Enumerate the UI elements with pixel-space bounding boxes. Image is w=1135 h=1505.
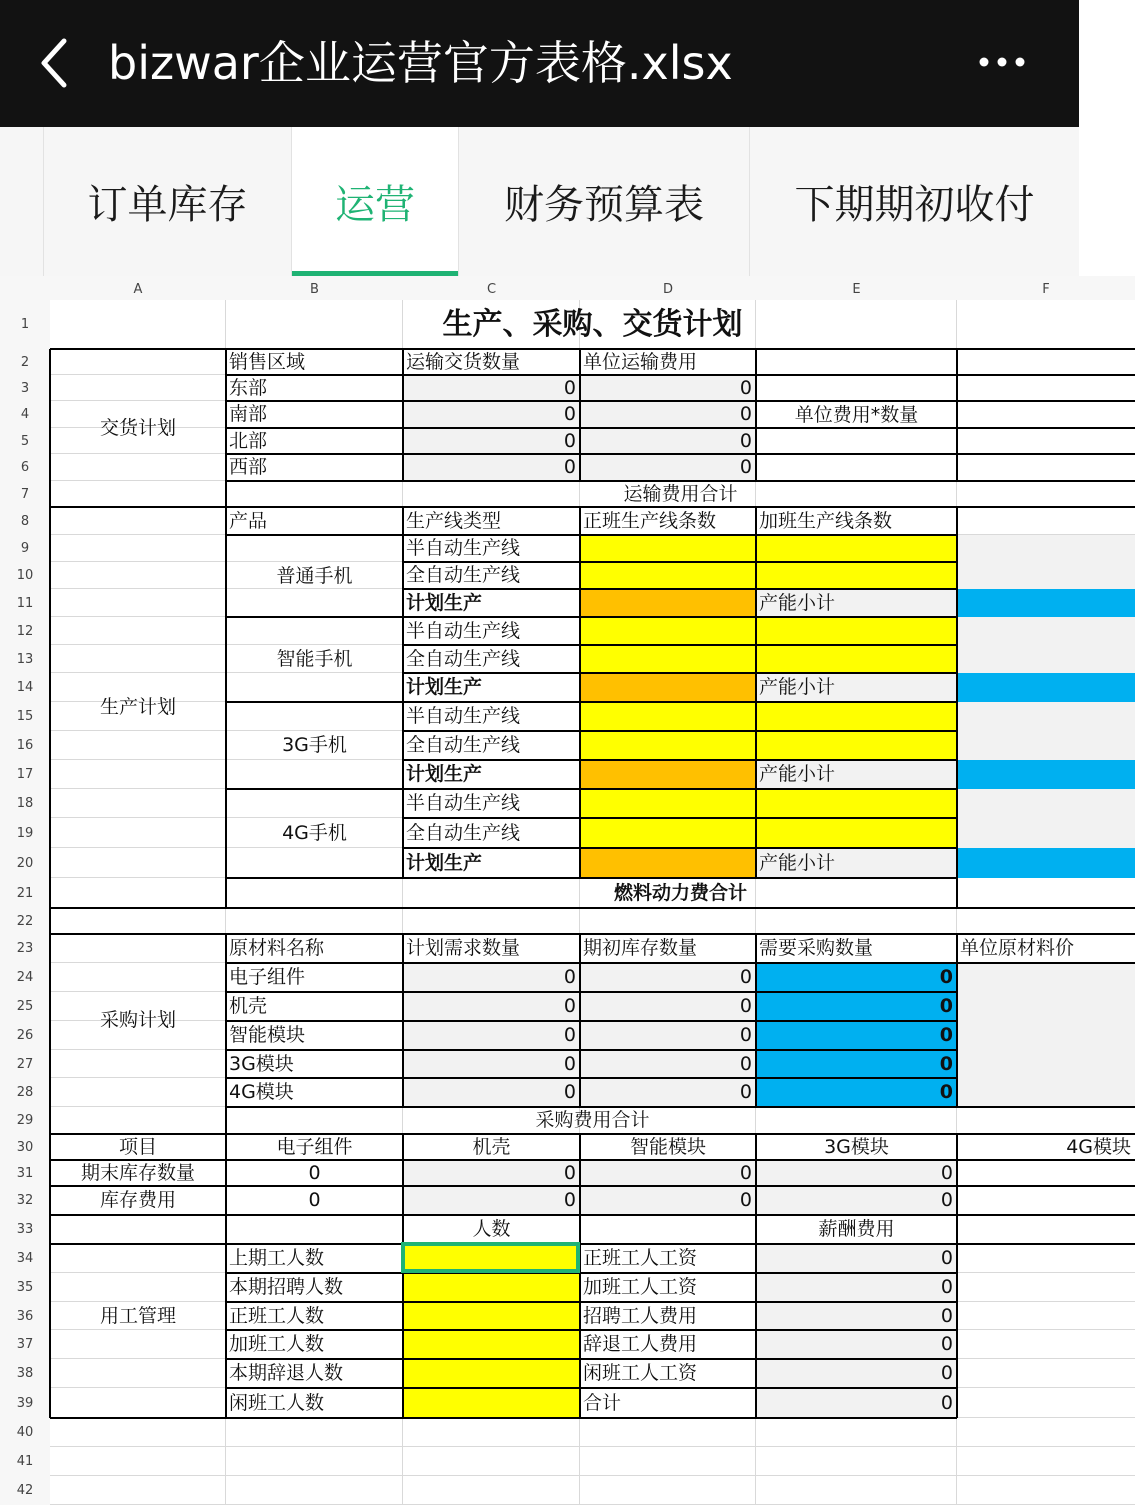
regular-lines-input[interactable] — [580, 731, 756, 760]
product-name: 3G手机 — [282, 734, 347, 756]
labor-cost-cell[interactable]: 0 — [756, 1273, 957, 1302]
planned-demand-cell[interactable]: 0 — [403, 992, 580, 1021]
column-header-F[interactable]: F — [957, 276, 1135, 300]
delivery-header: 单位运输费用 — [583, 350, 698, 373]
region-name: 东部 — [229, 376, 268, 399]
border-line — [226, 374, 756, 376]
chevron-left-icon — [30, 30, 80, 96]
headcount-input[interactable] — [403, 1388, 580, 1418]
line-type-full: 全自动生产线 — [406, 821, 521, 844]
border-line — [226, 1358, 957, 1360]
purchase-header: 计划需求数量 — [406, 937, 521, 959]
sheet-tab-bar — [0, 127, 1079, 276]
purchase-header: 期初库存数量 — [583, 937, 698, 959]
stock-cost-label: 库存费用 — [99, 1189, 176, 1211]
headcount-label: 加班工人数 — [229, 1333, 325, 1355]
border-line — [225, 349, 227, 908]
row-header-14[interactable]: 14 — [0, 673, 50, 702]
labor-cost-label: 加班工人工资 — [583, 1276, 698, 1298]
delivery-header: 运输交货数量 — [406, 350, 521, 373]
headcount-input[interactable] — [403, 1330, 580, 1359]
purchase-needed-cell[interactable]: 0 — [756, 1021, 957, 1050]
row-header-25[interactable]: 25 — [0, 992, 50, 1021]
row-header-15[interactable]: 15 — [0, 702, 50, 731]
unit-transport-cost-cell[interactable]: 0 — [580, 401, 756, 428]
delivery-header: 销售区域 — [229, 350, 306, 373]
row-header-13[interactable]: 13 — [0, 645, 50, 673]
border-line — [756, 427, 1135, 429]
row-header-39[interactable]: 39 — [0, 1388, 50, 1418]
unit-material-price-cell[interactable] — [957, 1050, 1135, 1078]
tab-order-inventory[interactable]: 订单库存 — [44, 127, 292, 276]
product-name: 智能手机 — [276, 648, 353, 670]
labor-cost-cell[interactable]: 0 — [756, 1244, 957, 1273]
purchase-total-label: 采购费用合计 — [535, 1109, 650, 1131]
overtime-lines-input[interactable] — [756, 617, 957, 645]
border-line — [579, 934, 581, 1107]
tab-finance-budget[interactable]: 财务预算表 — [459, 127, 750, 276]
production-f-cell[interactable] — [957, 645, 1135, 673]
tab-next-period[interactable]: 下期期初收付 — [794, 182, 1035, 228]
production-f-cell[interactable] — [957, 562, 1135, 589]
planned-production-label: 计划生产 — [406, 851, 483, 874]
headcount-input[interactable] — [403, 1359, 580, 1388]
unit-material-price-cell[interactable] — [957, 992, 1135, 1021]
planned-production-input[interactable] — [580, 673, 756, 702]
labor-cost-cell[interactable]: 0 — [756, 1330, 957, 1359]
labor-cost-cell[interactable]: 0 — [756, 1359, 957, 1388]
border-line — [579, 1134, 581, 1418]
unit-material-price-cell[interactable] — [957, 963, 1135, 992]
row-header-1[interactable]: 1 — [0, 300, 50, 349]
line-type-full: 全自动生产线 — [406, 564, 521, 586]
production-header: 产品 — [229, 509, 268, 532]
border-line — [956, 934, 958, 1107]
row-header-7[interactable]: 7 — [0, 481, 50, 507]
border-line — [956, 1134, 958, 1418]
tab-bar-spacer — [0, 127, 44, 276]
border-line — [50, 506, 1135, 508]
purchase-needed-cell[interactable]: 0 — [756, 1078, 957, 1107]
end-stock-qty-cell[interactable]: 0 — [756, 1160, 957, 1186]
border-line — [956, 878, 958, 908]
item-label: 项目 — [118, 1135, 157, 1158]
row-header-2[interactable]: 2 — [0, 349, 50, 375]
production-f-cell[interactable] — [957, 731, 1135, 760]
planned-demand-cell[interactable]: 0 — [403, 963, 580, 992]
unit-material-price-cell[interactable] — [957, 1078, 1135, 1107]
border-line — [226, 701, 957, 703]
production-f-cell[interactable] — [957, 617, 1135, 645]
labor-cost-label: 辞退工人费用 — [583, 1333, 698, 1355]
row-header-10[interactable]: 10 — [0, 562, 50, 589]
tab-operations[interactable]: 运营 — [292, 127, 459, 276]
capacity-subtotal-value[interactable] — [957, 848, 1135, 878]
border-line — [50, 933, 1135, 935]
row-header-8[interactable]: 8 — [0, 507, 50, 535]
border-line — [226, 1301, 957, 1303]
border-line — [226, 616, 957, 618]
purchase-needed-cell[interactable]: 0 — [756, 963, 957, 992]
row-header-36[interactable]: 36 — [0, 1302, 50, 1330]
production-header: 正班生产线条数 — [583, 509, 717, 532]
product-name: 普通手机 — [276, 564, 353, 587]
salary-header: 薪酬费用 — [818, 1218, 895, 1240]
border-line — [579, 349, 581, 481]
production-header: 加班生产线条数 — [759, 509, 893, 532]
column-header-B[interactable]: B — [226, 276, 403, 300]
border-line — [756, 400, 1135, 402]
overtime-lines-input[interactable] — [756, 789, 957, 818]
file-title: bizwar企业运营官方表格.xlsx — [108, 36, 733, 90]
border-line — [50, 1159, 1135, 1161]
headcount-input[interactable] — [403, 1273, 580, 1302]
border-line — [226, 400, 756, 402]
headcount-label: 本期招聘人数 — [229, 1276, 344, 1298]
overtime-lines-input[interactable] — [756, 562, 957, 589]
planned-production-label: 计划生产 — [406, 591, 483, 614]
line-type-full: 全自动生产线 — [406, 734, 521, 756]
row-header-21[interactable]: 21 — [0, 878, 50, 908]
row-header-35[interactable]: 35 — [0, 1273, 50, 1302]
row-header-20[interactable]: 20 — [0, 848, 50, 878]
opening-stock-cell[interactable]: 0 — [580, 1021, 756, 1050]
border-line — [579, 507, 581, 878]
border-line — [226, 1049, 957, 1051]
row-header-26[interactable]: 26 — [0, 1021, 50, 1050]
planned-production-input[interactable] — [580, 848, 756, 878]
overtime-lines-input[interactable] — [756, 818, 957, 848]
spreadsheet-grid[interactable] — [0, 276, 1131, 1498]
delivery-qty-cell[interactable]: 0 — [403, 454, 580, 481]
headcount-label: 正班工人数 — [229, 1304, 325, 1327]
production-f-cell[interactable] — [957, 818, 1135, 848]
unit-transport-cost-cell[interactable]: 0 — [580, 454, 756, 481]
row-header-22[interactable]: 22 — [0, 908, 50, 934]
border-line — [50, 1214, 1135, 1216]
row-header-5[interactable]: 5 — [0, 428, 50, 454]
regular-lines-input[interactable] — [580, 562, 756, 589]
line-type-semi: 半自动生产线 — [406, 792, 521, 814]
border-line — [0, 1446, 1135, 1447]
active-cell-selection[interactable] — [401, 1242, 580, 1273]
labor-cost-cell[interactable]: 0 — [756, 1302, 957, 1330]
unit-cost-times-qty-label: 单位费用*数量 — [794, 403, 919, 426]
border-line — [402, 934, 404, 1107]
opening-stock-cell[interactable]: 0 — [580, 1078, 756, 1107]
row-header-23[interactable]: 23 — [0, 934, 50, 963]
row-header-32[interactable]: 32 — [0, 1186, 50, 1215]
production-header: 生产线类型 — [406, 509, 502, 532]
border-line — [403, 588, 957, 590]
purchase-header: 单位原材料价 — [960, 937, 1075, 959]
column-header-A[interactable]: A — [50, 276, 226, 300]
border-line — [956, 349, 958, 481]
border-line — [755, 349, 757, 481]
planned-demand-cell[interactable]: 0 — [403, 1050, 580, 1078]
more-horizontal-icon — [972, 40, 1032, 84]
border-line — [755, 507, 757, 878]
unit-transport-cost-cell[interactable]: 0 — [580, 375, 756, 401]
end-stock-qty-cell[interactable]: 0 — [580, 1160, 756, 1186]
column-header-C[interactable]: C — [403, 276, 580, 300]
section-label-labor: 用工管理 — [99, 1305, 176, 1327]
column-header-D[interactable]: D — [580, 276, 756, 300]
purchase-needed-cell[interactable]: 0 — [756, 992, 957, 1021]
headcount-header: 人数 — [472, 1218, 511, 1240]
material-name: 4G模块 — [229, 1081, 294, 1103]
row-header-17[interactable]: 17 — [0, 760, 50, 789]
capacity-subtotal-value[interactable] — [957, 589, 1135, 617]
row-header-40[interactable]: 40 — [0, 1418, 50, 1447]
labor-cost-label: 闲班工人工资 — [583, 1362, 698, 1384]
stock-cost-cell[interactable]: 0 — [403, 1186, 580, 1215]
border-line — [225, 1134, 227, 1215]
line-type-semi: 半自动生产线 — [406, 619, 521, 642]
more-button[interactable] — [972, 40, 1032, 84]
capacity-subtotal-label: 产能小计 — [756, 848, 957, 878]
line-type-semi: 半自动生产线 — [406, 537, 521, 559]
headcount-input[interactable] — [403, 1302, 580, 1330]
planned-production-input[interactable] — [580, 589, 756, 617]
sheet-title: 生产、采购、交货计划 — [442, 306, 743, 342]
material-name: 3G模块 — [229, 1052, 294, 1075]
capacity-subtotal-label: 产能小计 — [756, 589, 957, 617]
row-header-16[interactable]: 16 — [0, 731, 50, 760]
capacity-subtotal-label: 产能小计 — [756, 673, 957, 702]
overtime-lines-input[interactable] — [756, 731, 957, 760]
end-stock-qty-cell[interactable]: 0 — [308, 1161, 321, 1184]
row-header-3[interactable]: 3 — [0, 375, 50, 401]
region-name: 南部 — [229, 403, 268, 425]
border-line — [50, 907, 1135, 909]
border-line — [50, 1185, 1135, 1187]
end-stock-qty-cell[interactable]: 0 — [403, 1160, 580, 1186]
border-line — [226, 480, 1135, 482]
border-line — [0, 1475, 1135, 1476]
border-line — [403, 817, 957, 819]
regular-lines-input[interactable] — [580, 818, 756, 848]
purchase-needed-cell[interactable]: 0 — [756, 1050, 957, 1078]
opening-stock-cell[interactable]: 0 — [580, 1050, 756, 1078]
border-line — [226, 877, 957, 879]
border-line — [226, 1329, 957, 1331]
region-name: 西部 — [229, 456, 268, 478]
border-line — [402, 507, 404, 878]
row-header-29[interactable]: 29 — [0, 1107, 50, 1134]
region-name: 北部 — [229, 429, 268, 452]
border-line — [755, 1134, 757, 1418]
unit-material-price-cell[interactable] — [957, 1021, 1135, 1050]
row-header-9[interactable]: 9 — [0, 535, 50, 562]
row-header-11[interactable]: 11 — [0, 589, 50, 617]
row-header-31[interactable]: 31 — [0, 1160, 50, 1186]
inventory-item-header: 4G模块 — [1066, 1135, 1131, 1158]
row-header-38[interactable]: 38 — [0, 1359, 50, 1388]
border-line — [50, 1417, 957, 1419]
regular-lines-input[interactable] — [580, 535, 756, 562]
overtime-lines-input[interactable] — [756, 535, 957, 562]
border-line — [956, 507, 958, 878]
row-header-19[interactable]: 19 — [0, 818, 50, 848]
purchase-header: 原材料名称 — [229, 937, 325, 959]
regular-lines-input[interactable] — [580, 617, 756, 645]
production-f-cell[interactable] — [957, 702, 1135, 731]
capacity-subtotal-value[interactable] — [957, 673, 1135, 702]
border-line — [226, 453, 756, 455]
border-line — [50, 1243, 1135, 1245]
border-line — [226, 788, 957, 790]
regular-lines-input[interactable] — [580, 702, 756, 731]
line-type-semi: 半自动生产线 — [406, 705, 521, 727]
planned-demand-cell[interactable]: 0 — [403, 1078, 580, 1107]
border-line — [49, 349, 51, 1418]
opening-stock-cell[interactable]: 0 — [580, 992, 756, 1021]
labor-cost-label: 合计 — [583, 1391, 622, 1414]
section-label-purchase: 采购计划 — [99, 1009, 176, 1031]
labor-cost-label: 正班工人工资 — [583, 1247, 698, 1269]
opening-stock-cell[interactable]: 0 — [580, 963, 756, 992]
app-header — [0, 0, 1079, 127]
stock-cost-cell[interactable]: 0 — [756, 1186, 957, 1215]
product-name: 4G手机 — [282, 822, 347, 844]
stock-cost-cell[interactable]: 0 — [580, 1186, 756, 1215]
row-header-12[interactable]: 12 — [0, 617, 50, 645]
end-stock-qty-label: 期末库存数量 — [80, 1161, 195, 1184]
row-header-41[interactable]: 41 — [0, 1447, 50, 1476]
border-line — [403, 847, 957, 849]
planned-production-label: 计划生产 — [406, 676, 483, 698]
labor-cost-label: 招聘工人费用 — [583, 1304, 698, 1327]
row-header-33[interactable]: 33 — [0, 1215, 50, 1244]
column-header-E[interactable]: E — [756, 276, 957, 300]
inventory-item-header: 电子组件 — [276, 1135, 353, 1158]
regular-lines-input[interactable] — [580, 645, 756, 673]
fuel-power-total-label: 燃料动力费合计 — [613, 881, 747, 904]
border-line — [226, 991, 957, 993]
border-line — [756, 374, 1135, 376]
border-line — [403, 730, 957, 732]
planned-demand-cell[interactable]: 0 — [403, 1021, 580, 1050]
row-header-24[interactable]: 24 — [0, 963, 50, 992]
border-line — [226, 1272, 957, 1274]
headcount-label: 本期辞退人数 — [229, 1362, 344, 1384]
border-line — [402, 349, 404, 481]
border-line — [226, 427, 756, 429]
border-line — [402, 1134, 404, 1418]
border-line — [226, 534, 957, 536]
delivery-qty-cell[interactable]: 0 — [403, 428, 580, 454]
inventory-item-header: 机壳 — [472, 1135, 511, 1158]
delivery-qty-cell[interactable]: 0 — [403, 401, 580, 428]
unit-transport-cost-cell[interactable]: 0 — [580, 428, 756, 454]
row-header-37[interactable]: 37 — [0, 1330, 50, 1359]
border-line — [403, 644, 957, 646]
border-line — [403, 561, 957, 563]
production-f-cell[interactable] — [957, 789, 1135, 818]
overtime-lines-input[interactable] — [756, 645, 957, 673]
headcount-label: 上期工人数 — [229, 1247, 325, 1269]
material-name: 智能模块 — [229, 1024, 306, 1046]
border-line — [50, 348, 1135, 350]
border-line — [226, 1387, 957, 1389]
border-line — [403, 759, 957, 761]
inventory-item-header: 智能模块 — [629, 1135, 706, 1158]
labor-cost-cell[interactable]: 0 — [756, 1388, 957, 1418]
row-header-27[interactable]: 27 — [0, 1050, 50, 1078]
border-line — [226, 962, 1135, 964]
purchase-header: 需要采购数量 — [759, 937, 874, 959]
planned-production-label: 计划生产 — [406, 763, 483, 785]
row-header-34[interactable]: 34 — [0, 1244, 50, 1273]
section-label-delivery: 交货计划 — [99, 416, 176, 439]
headcount-label: 闲班工人数 — [229, 1391, 325, 1414]
border-line — [226, 1077, 957, 1079]
back-button[interactable] — [30, 30, 80, 96]
delivery-qty-cell[interactable]: 0 — [403, 375, 580, 401]
border-line — [403, 672, 957, 674]
stock-cost-cell[interactable]: 0 — [308, 1189, 321, 1211]
row-header-18[interactable]: 18 — [0, 789, 50, 818]
row-header-6[interactable]: 6 — [0, 454, 50, 481]
capacity-subtotal-value[interactable] — [957, 760, 1135, 789]
row-header-30[interactable]: 30 — [0, 1134, 50, 1160]
row-header-28[interactable]: 28 — [0, 1078, 50, 1107]
material-name: 机壳 — [229, 995, 268, 1017]
border-line — [226, 1020, 957, 1022]
overtime-lines-input[interactable] — [756, 702, 957, 731]
capacity-subtotal-label: 产能小计 — [756, 760, 957, 789]
section-label-production: 生产计划 — [99, 696, 176, 718]
border-line — [50, 1133, 1135, 1135]
transport-total-label: 运输费用合计 — [623, 482, 738, 505]
production-f-cell[interactable] — [957, 535, 1135, 562]
inventory-item-header: 3G模块 — [824, 1135, 889, 1158]
select-all-corner[interactable] — [0, 276, 50, 300]
material-name: 电子组件 — [229, 966, 306, 988]
border-line — [756, 453, 1135, 455]
row-header-4[interactable]: 4 — [0, 401, 50, 428]
border-line — [226, 1106, 1135, 1108]
planned-production-input[interactable] — [580, 760, 756, 789]
row-header-42[interactable]: 42 — [0, 1476, 50, 1505]
regular-lines-input[interactable] — [580, 789, 756, 818]
line-type-full: 全自动生产线 — [406, 647, 521, 670]
border-line — [755, 934, 757, 1107]
